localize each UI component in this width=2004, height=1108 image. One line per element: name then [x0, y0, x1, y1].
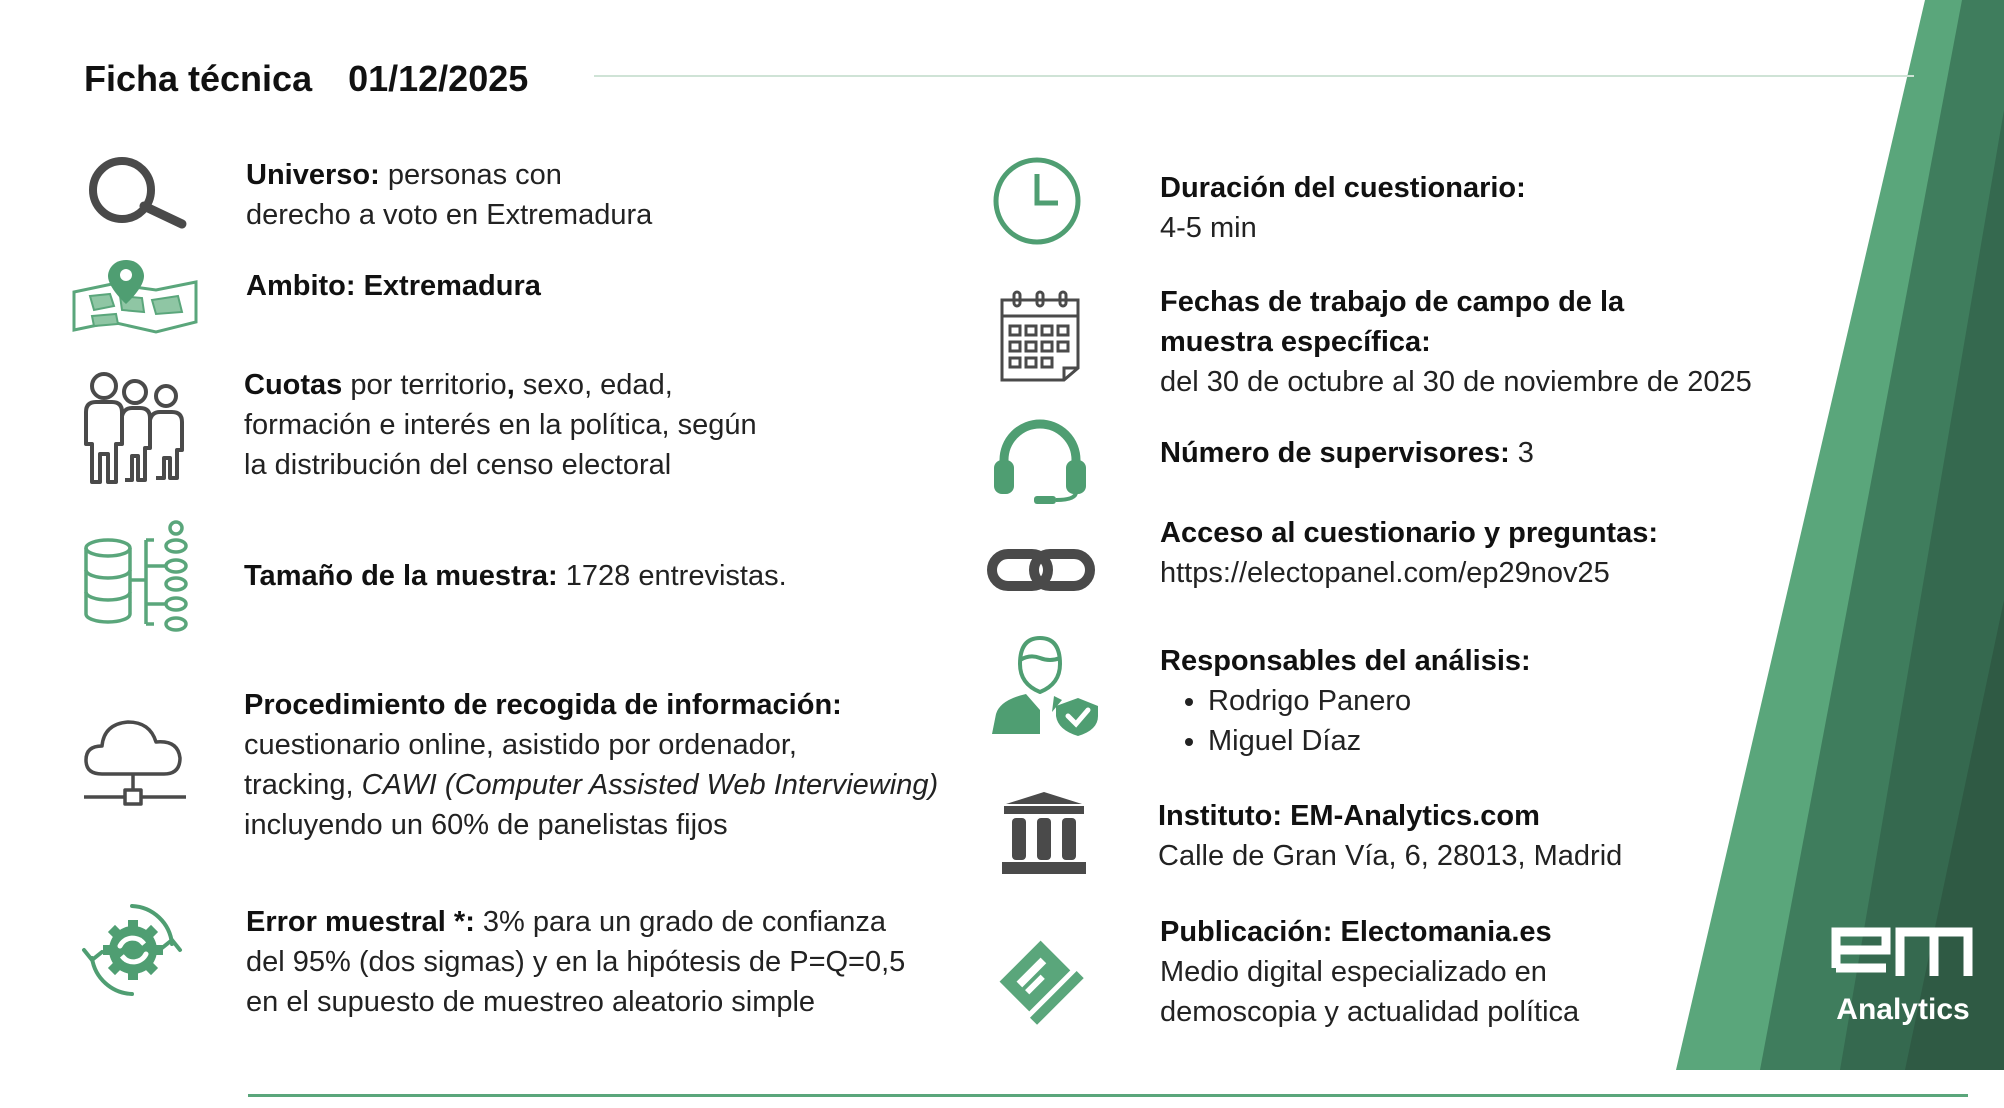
publicacion-block: [1160, 912, 1579, 1032]
supervisores-label: Número de supervisores:: [1160, 437, 1510, 469]
instituto-label: Instituto: EM-Analytics.com: [1158, 800, 1540, 832]
people-icon: [80, 370, 188, 486]
fechas-label-1: Fechas de trabajo de campo de la: [1160, 286, 1625, 318]
page-title: [84, 58, 528, 100]
cuotas-text-1b: sexo, edad,: [514, 369, 673, 401]
publicacion-label: Publicación: Electomania.es: [1160, 916, 1552, 948]
fechas-label-2: muestra específica:: [1160, 326, 1431, 358]
ambito-label: Ambito: Extremadura: [246, 270, 541, 302]
headset-icon: [990, 418, 1090, 504]
calendar-icon: [998, 288, 1082, 382]
cuotas-text-3: la distribución del censo electoral: [244, 449, 672, 481]
link-icon: [986, 548, 1096, 592]
responsables-label: Responsables del análisis:: [1160, 645, 1531, 677]
procedimiento-text-2a: tracking,: [244, 769, 362, 801]
error-text-2: del 95% (dos sigmas) y en la hipótesis de P=Q=0,5: [246, 946, 906, 978]
responsable-item: • Miguel Díaz: [1208, 721, 1531, 761]
electomania-logo-icon: [990, 924, 1094, 1028]
cuotas-block: [244, 365, 757, 485]
duracion-label: Duración del cuestionario:: [1160, 172, 1526, 204]
universo-text-2: derecho a voto en Extremadura: [246, 199, 653, 231]
em-logo-text: Analytics: [1836, 993, 1970, 1026]
institution-icon: [1000, 790, 1088, 876]
cuotas-text-1a: por territorio: [342, 369, 507, 401]
publicacion-text-1: Medio digital especializado en: [1160, 956, 1547, 988]
procedimiento-text-3: incluyendo un 60% de panelistas fijos: [244, 809, 728, 841]
error-label: Error muestral *:: [246, 906, 475, 938]
error-block: [246, 902, 905, 1022]
error-text-1: 3% para un grado de confianza: [474, 906, 886, 938]
bottom-divider: [248, 1094, 1968, 1097]
duracion-block: [1160, 168, 1526, 248]
acceso-label: Acceso al cuestionario y preguntas:: [1160, 517, 1658, 549]
universo-label: Universo:: [246, 159, 380, 191]
fechas-text: del 30 de octubre al 30 de noviembre de 2025: [1160, 366, 1752, 398]
search-icon: [86, 154, 190, 230]
acceso-url: https://electopanel.com/ep29nov25: [1160, 557, 1610, 589]
title-date: 01/12/2025: [348, 58, 529, 99]
cloud-network-icon: [80, 712, 190, 812]
title-text: Ficha técnica: [84, 58, 313, 99]
instituto-block: [1158, 796, 1622, 876]
universo-text-1: personas con: [379, 159, 562, 191]
ambito-block: [246, 266, 541, 306]
duracion-text: 4-5 min: [1160, 212, 1257, 244]
responsables-block: [1160, 641, 1531, 761]
error-text-3: en el supuesto de muestreo aleatorio simple: [246, 986, 816, 1018]
fechas-block: [1160, 282, 1752, 402]
procedimiento-label: Procedimiento de recogida de información:: [244, 689, 842, 721]
tamano-block: [244, 556, 787, 596]
responsables-list: [1160, 681, 1531, 761]
tamano-label: Tamaño de la muestra:: [244, 560, 558, 592]
cuotas-label: Cuotas: [244, 369, 343, 401]
em-analytics-logo: [1830, 924, 1976, 1034]
tamano-text: 1728 entrevistas.: [557, 560, 787, 592]
cuotas-text-2: formación e interés en la política, según: [244, 409, 757, 441]
cuotas-comma: ,: [506, 369, 515, 401]
procedimiento-text-2b: CAWI (Computer Assisted Web Interviewing): [361, 769, 939, 801]
sync-gear-icon: [76, 900, 190, 1000]
acceso-block: [1160, 513, 1658, 593]
supervisores-block: [1160, 433, 1534, 473]
map-pin-icon: [70, 256, 200, 336]
procedimiento-text-1: cuestionario online, asistido por ordenador,: [244, 729, 797, 761]
publicacion-text-2: demoscopia y actualidad política: [1160, 996, 1580, 1028]
title-divider: [594, 75, 1914, 77]
clock-icon: [992, 156, 1082, 246]
universo-block: [246, 155, 652, 235]
user-shield-icon: [990, 634, 1100, 736]
em-logo-mark-icon: [1830, 924, 1976, 984]
supervisores-text: 3: [1509, 437, 1534, 469]
responsable-item: • Rodrigo Panero: [1208, 681, 1531, 721]
database-icon: [80, 518, 192, 634]
procedimiento-block: [244, 685, 938, 845]
instituto-text: Calle de Gran Vía, 6, 28013, Madrid: [1158, 840, 1623, 872]
